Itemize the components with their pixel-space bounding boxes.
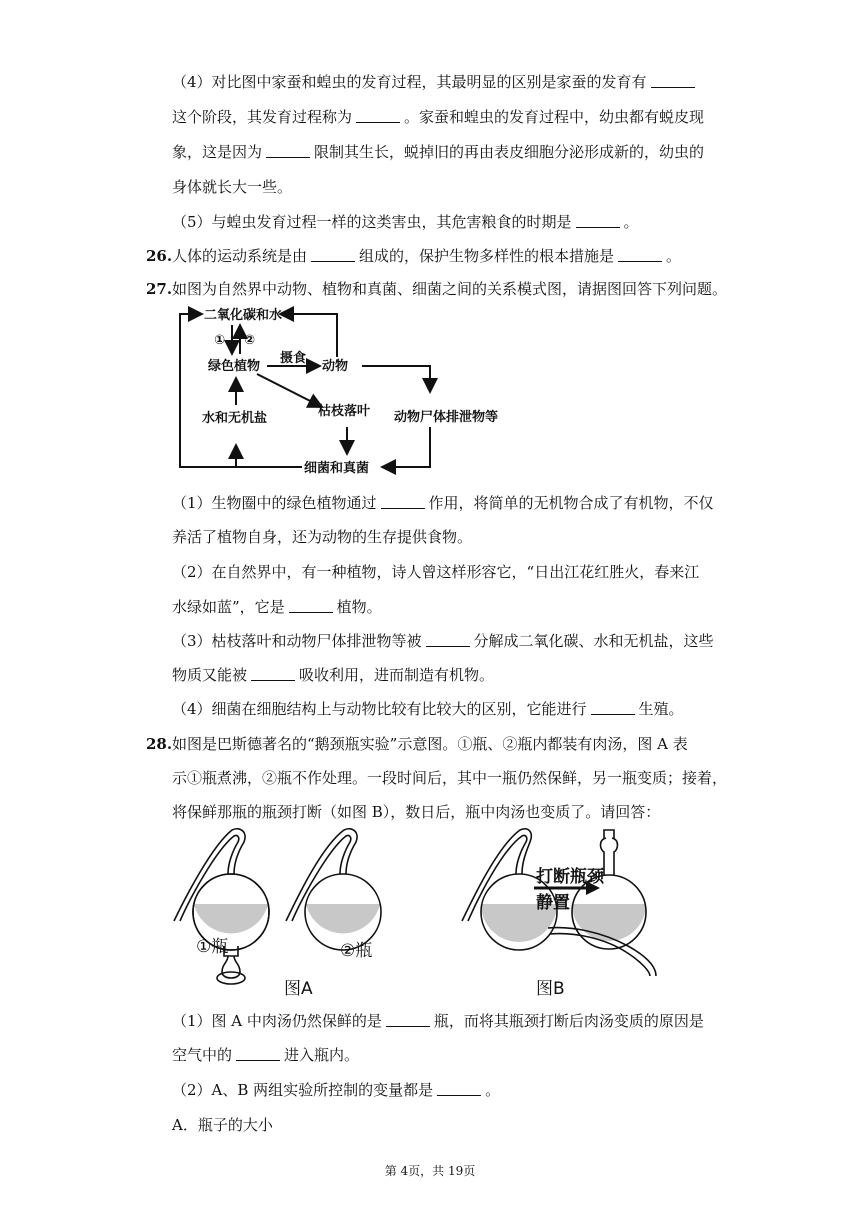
q28-stem-line2: 示①瓶煮沸，②瓶不作处理。一段时间后，其中一瓶仍然保鲜，另一瓶变质；接着， [172, 769, 728, 787]
label-circle-2: ② [244, 333, 256, 348]
question-number: 28. [146, 735, 173, 753]
q28-part2: （2）A、B 两组实验所控制的变量都是 。 [172, 1081, 501, 1099]
answer-blank[interactable] [437, 1081, 481, 1096]
q27-part2-line2: 水绿如蓝”，它是 植物。 [172, 598, 382, 616]
q25-part5: （5）与蝗虫发育过程一样的这类害虫，其危害粮食的时期是 。 [172, 213, 639, 231]
answer-blank[interactable] [251, 666, 295, 681]
q27-part4: （4）细菌在细胞结构上与动物比较有比较大的区别，它能进行 生殖。 [172, 700, 684, 718]
answer-blank[interactable] [356, 108, 400, 123]
label-break-neck: 打断瓶颈 [536, 867, 604, 887]
label-figure-a: 图A [284, 979, 313, 999]
question-number: 27. [146, 280, 173, 298]
label-green-plant: 绿色植物 [208, 359, 261, 374]
label-flask-1: ①瓶 [196, 937, 229, 957]
q26-text: 人体的运动系统是由 组成的，保护生物多样性的根本措施是 。 [172, 247, 682, 265]
page-footer: 第 4页，共 19页 [384, 1164, 476, 1178]
label-stand: 静置 [536, 893, 570, 913]
q27-part1-line2: 养活了植物自身，还为动物的生存提供食物。 [172, 528, 473, 546]
ecosystem-relationship-diagram [172, 302, 512, 478]
q25-part4-line2: 这个阶段，其发育过程称为 。家蚕和蝗虫的发育过程中，幼虫都有蜕皮现 [172, 108, 705, 126]
answer-blank[interactable] [311, 247, 355, 262]
label-co2-water: 二氧化碳和水 [204, 308, 283, 323]
q25-part4-line1: （4）对比图中家蚕和蝗虫的发育过程，其最明显的区别是家蚕的发育有 [172, 72, 699, 92]
q27-stem: 如图为自然界中动物、植物和真菌、细菌之间的关系模式图，请据图回答下列问题。 [172, 280, 728, 298]
q28-stem-line1: 如图是巴斯德著名的“鹅颈瓶实验”示意图。①瓶、②瓶内都装有肉汤，图 A 表 [172, 735, 688, 753]
answer-blank[interactable] [386, 1012, 430, 1027]
label-figure-b: 图B [536, 979, 565, 999]
q28-part1-line1: （1）图 A 中肉汤仍然保鲜的是 瓶，而将其瓶颈打断后肉汤变质的原因是 [172, 1012, 704, 1030]
answer-blank[interactable] [381, 494, 425, 509]
answer-blank[interactable] [576, 213, 620, 228]
question-number: 26. [146, 247, 173, 265]
label-microbes: 细菌和真菌 [304, 461, 370, 476]
answer-blank[interactable] [426, 632, 470, 647]
answer-blank[interactable] [289, 598, 333, 613]
q25-part4-line3: 象，这是因为 限制其生长，蜕掉旧的再由表皮细胞分泌形成新的，幼虫的 [172, 143, 705, 161]
answer-blank[interactable] [266, 143, 310, 158]
q27-part3-line1: （3）枯枝落叶和动物尸体排泄物等被 分解成二氧化碳、水和无机盐，这些 [172, 632, 714, 650]
q28-option-a[interactable]: A．瓶子的大小 [172, 1116, 273, 1134]
q28-stem-line3: 将保鲜那瓶的瓶颈打断（如图 B），数日后，瓶中肉汤也变质了。请回答： [172, 803, 661, 821]
label-animal: 动物 [322, 359, 349, 374]
q27-part1-line1: （1）生物圈中的绿色植物通过 作用，将简单的无机物合成了有机物，不仅 [172, 494, 714, 512]
answer-blank[interactable] [651, 73, 695, 88]
q27-part3-line2: 物质又能被 吸收利用，进而制造有机物。 [172, 666, 495, 684]
answer-blank[interactable] [591, 700, 635, 715]
q25-part4-line4: 身体就长大一些。 [172, 178, 293, 196]
answer-blank[interactable] [618, 247, 662, 262]
label-litter: 枯枝落叶 [318, 404, 371, 419]
label-remains: 动物尸体排泄物等 [394, 410, 499, 425]
q27-part2-line1: （2）在自然界中，有一种植物，诗人曾这样形容它，“日出江花红胜火，春来江 [172, 563, 700, 581]
answer-blank[interactable] [236, 1046, 280, 1061]
label-flask-2: ②瓶 [340, 941, 373, 961]
swan-neck-flask-figure [172, 826, 672, 1004]
label-circle-1: ① [214, 333, 226, 348]
label-eat: 摄食 [280, 351, 307, 366]
label-water-salt: 水和无机盐 [202, 411, 268, 426]
q28-part1-line2: 空气中的 进入瓶内。 [172, 1046, 360, 1064]
